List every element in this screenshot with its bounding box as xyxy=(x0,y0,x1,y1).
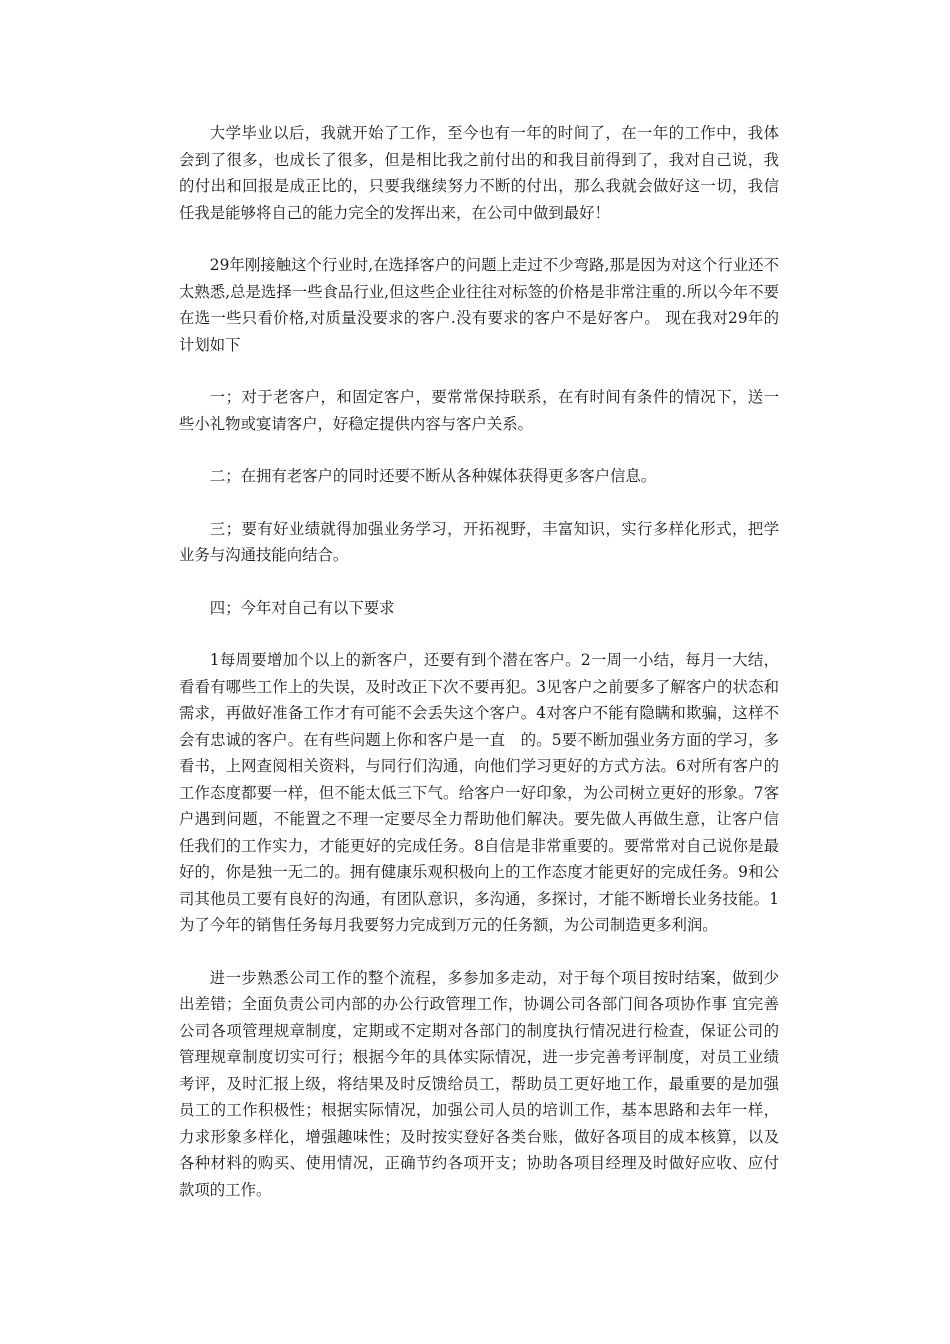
paragraph-requirements: 1每周要增加个以上的新客户，还要有到个潜在客户。2一周一小结，每月一大结，看看有哪些工作上的失误，及时改正下次不要再犯。3见客户之前要多了解客户的状态和需求，再做好准备工作才有可能不会丢失这个客户。4对客户不能有隐瞒和欺骗，这样不会有忠诚的客户。在有些问题上你和客户是一直 的。5要不断加强业务方面的学习，多看书，上网查阅相关资料，与同行们沟通，向他们学习更好的方式方法。6对所有客户的工作态度都要一样，但不能太低三下气。给客户一好印象，为公司树立更好的形象。7客户遇到问题，不能置之不理一定要尽全力帮助他们解决。要先做人再做生意，让客户信任我们的工作实力，才能更好的完成任务。8自信是非常重要的。要常常对自己说你是最好的，你是独一无二的。拥有健康乐观积极向上的工作态度才能更好的完成任务。9和公司其他员工要有良好的沟通，有团队意识，多沟通，多探讨，才能不断增长业务技能。1为了今年的销售任务每月我要努力完成到万元的任务额，为公司制造更多利润。 xyxy=(179,651,779,934)
paragraph-intro: 大学毕业以后，我就开始了工作，至今也有一年的时间了，在一年的工作中，我体会到了很多，也成长了很多，但是相比我之前付出的和我目前得到了，我对自己说，我的付出和回报是成正比的，只要我继续努力不断的付出，那么我就会做好这一切，我信任我是能够将自己的能力完全的发挥出来，在公司中做到最好！ xyxy=(179,124,779,222)
paragraph-admin-work: 进一步熟悉公司工作的整个流程，多参加多走动，对于每个项目按时结案，做到少出差错；全面负责公司内部的办公行政管理工作，协调公司各部门间各项协作事 宜完善公司各项管理规章制度，定期或不定期对各部门的制度执行情况进行检查，保证公司的管理规章制度切实可行；根据今年的具体实际情况，进一步完善考评制度，对员工业绩考评，及时汇报上级，将结果及时反馈给员工，帮助员工更好地工作，最重要的是加强员工的工作积极性；根据实际情况，加强公司人员的培训工作，基本思路和去年一样，力求形象多样化，增强趣味性；及时按实登好各类台账，做好各项目的成本核算，以及各种材料的购买、使用情况，正确节约各项开支；协助各项目经理及时做好应收、应付款项的工作。 xyxy=(179,968,779,1199)
paragraph-plan-one: 一；对于老客户，和固定客户，要常常保持联系，在有时间有条件的情况下，送一些小礼物或宴请客户，好稳定提供内容与客户关系。 xyxy=(179,388,779,433)
paragraph-plan-four: 四；今年对自己有以下要求 xyxy=(209,598,395,617)
document-body xyxy=(179,120,779,1229)
paragraph-customer-lessons: 29年刚接触这个行业时,在选择客户的问题上走过不少弯路,那是因为对这个行业还不太熟悉,总是选择一些食品行业,但这些企业往往对标签的价格是非常注重的.所以今年不要在选一些只看价格,对质量没要求的客户.没有要求的客户不是好客户。 现在我对29年的计划如下 xyxy=(179,256,779,354)
paragraph-plan-three: 三；要有好业绩就得加强业务学习，开拓视野，丰富知识，实行多样化形式，把学业务与沟通技能向结合。 xyxy=(179,519,779,564)
paragraph-plan-two: 二；在拥有老客户的同时还要不断从各种媒体获得更多客户信息。 xyxy=(209,467,657,485)
